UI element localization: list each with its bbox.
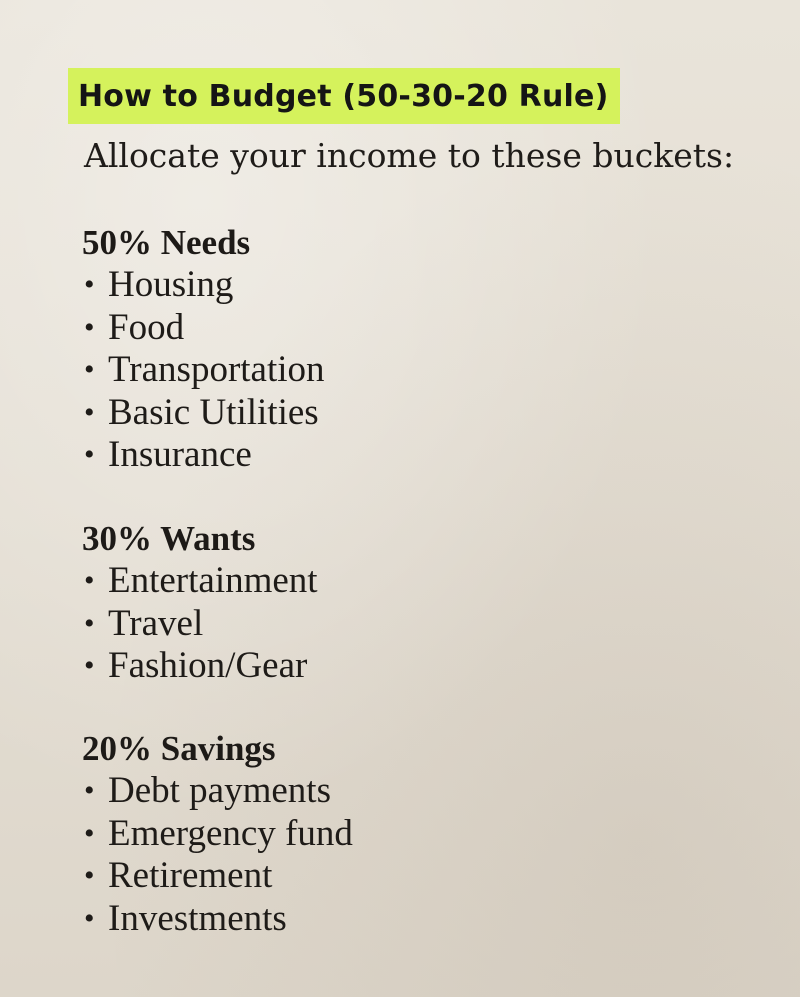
list-item (82, 307, 325, 350)
section-needs (82, 222, 325, 477)
list-item (82, 392, 325, 435)
bullet-icon: • (84, 395, 95, 429)
bullet-icon: • (84, 816, 95, 850)
bullet-icon: • (84, 438, 95, 471)
item-label: Basic Utilities (108, 391, 319, 433)
item-label: Travel (108, 602, 204, 644)
section-heading-savings: 20% Savings (82, 729, 276, 768)
list-item (82, 855, 353, 898)
list-item (82, 434, 325, 477)
list-item (82, 770, 353, 813)
list-item (82, 813, 353, 856)
savings-list (82, 770, 353, 940)
list-item (82, 645, 318, 688)
bullet-icon: • (84, 564, 95, 597)
list-item (82, 349, 325, 392)
section-savings (82, 728, 353, 940)
bullet-icon: • (84, 606, 95, 640)
item-label: Retirement (108, 855, 273, 896)
list-item (82, 264, 325, 307)
section-wants (82, 518, 318, 688)
page-title: How to Budget (50-30-20 Rule) (78, 78, 609, 114)
bullet-icon: • (84, 353, 95, 386)
bullet-icon: • (84, 649, 95, 682)
item-label: Entertainment (108, 560, 318, 601)
section-heading-wants: 30% Wants (82, 519, 256, 558)
item-label: Investments (108, 897, 287, 939)
wants-list (82, 560, 318, 688)
list-item (82, 898, 353, 941)
item-label: Fashion/Gear (108, 645, 308, 686)
title-highlight (68, 68, 620, 124)
item-label: Transportation (108, 349, 325, 390)
needs-list (82, 264, 325, 477)
item-label: Debt payments (108, 770, 331, 811)
section-heading-needs: 50% Needs (82, 223, 251, 262)
bullet-icon: • (84, 268, 95, 301)
bullet-icon: • (84, 859, 95, 892)
item-label: Insurance (108, 434, 252, 475)
list-item (82, 603, 318, 646)
item-label: Food (108, 306, 185, 348)
list-item (82, 560, 318, 603)
page-subtitle: Allocate your income to these buckets: (84, 136, 735, 175)
bullet-icon: • (84, 901, 95, 935)
item-label: Housing (108, 264, 234, 305)
item-label: Emergency fund (108, 812, 353, 854)
bullet-icon: • (84, 774, 95, 807)
bullet-icon: • (84, 310, 95, 344)
